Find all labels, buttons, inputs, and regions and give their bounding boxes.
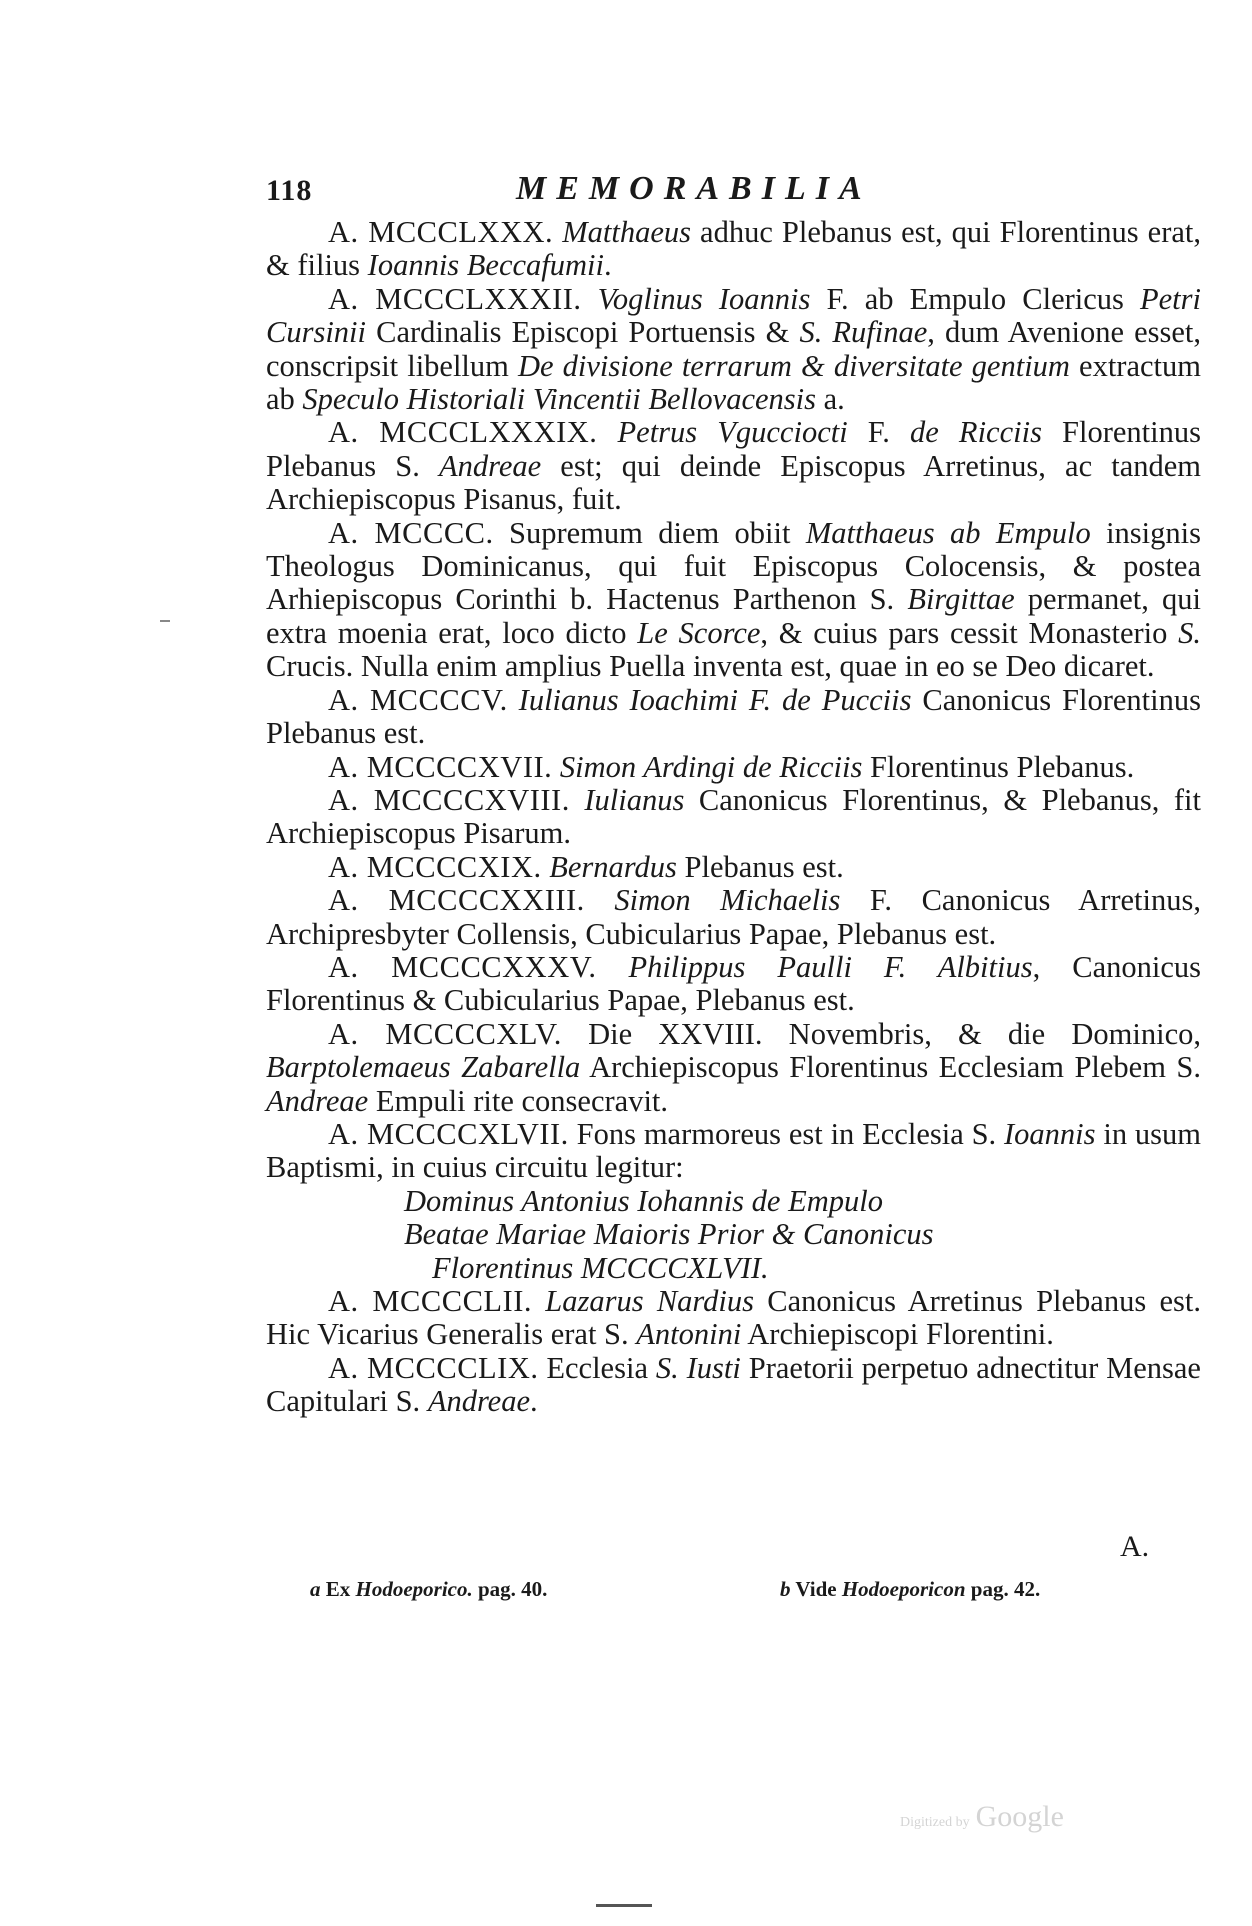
entry-italic-name: S. Iusti [655,1350,741,1385]
watermark-brand: Google [975,1800,1064,1833]
entry-text: extractum ab [266,348,1201,417]
entry-text: , dum Avenione esset, conscripsit libellum [266,315,1201,383]
chronicle-entry [266,416,1201,516]
entry-text: Florentinus Plebanus S. [266,415,1201,483]
entries-list [266,216,1201,1185]
entry-text [508,683,519,717]
inscription-line: Beatae Mariae Maioris Prior & Canonicus [404,1217,934,1252]
entry-text: Plebanus est. [676,849,844,884]
entry-italic-name: Andreae [266,1083,369,1118]
entry-italic-name: Barptolemaeus Zabarella [266,1050,581,1085]
footnote-b [780,1577,1040,1602]
chronicle-entry [266,1118,1201,1185]
chronicle-entry [266,684,1201,751]
entry-text: Crucis. Nulla enim amplius Puella inventa est, quae in eo se Deo dicaret. [266,649,1155,684]
entry-text: F. Canonicus Arretinus, Archipresbyter Collensis, Cubicularius Papae, Plebanus est. [266,883,1201,951]
chronicle-entry [266,751,1201,784]
watermark-prefix: Digitized by [900,1815,970,1830]
entry-year: A. MCCCCLII. [328,1284,532,1318]
page-number: 118 [266,174,313,207]
entry-italic-name: S. Rufinae [799,315,928,350]
entry-text [596,950,628,984]
entry-italic-name: Matthaeus [562,215,691,249]
bottom-rule [596,1904,652,1907]
entry-text: in usum Baptismi, in cuius circuitu legitur: [266,1116,1202,1185]
entry-text: Canonicus Florentinus Plebanus est. [266,682,1201,751]
entry-text: Cardinalis Episcopi Portuensis & [366,315,800,350]
entry-italic-name: Matthaeus ab Empulo [805,515,1091,550]
entry-text: Supremum diem obiit [493,515,806,550]
entry-text: , & cuius pars cessit Monasterio [760,615,1179,650]
entry-italic-name: Bernardus [549,849,677,884]
entry-italic-name: Simon Michaelis [614,883,841,918]
entry-text: Die XXVIII. Novembris, & die Dominico, [561,1016,1201,1051]
chronicle-entry [266,216,1201,283]
entry-text: Fons marmoreus est in Ecclesia S. [568,1116,1005,1151]
entry-italic-name: Philippus Paulli F. Albitius [628,949,1033,984]
footnote-text: Vide [790,1577,842,1601]
entry-italic-name: Simon Ardingi de Ricciis [559,749,863,784]
entry-text: . [530,1384,538,1419]
footnote-page: pag. 40. [472,1577,548,1601]
entry-text: Canonicus Arretinus Plebanus est. Hic Vicarius Generalis erat S. [266,1284,1201,1352]
entry-year: A. MCCCCLIX. [328,1350,539,1385]
entry-year: A. MCCCCXLVII. [328,1116,569,1151]
entry-italic-name: Antonini [636,1317,742,1352]
entry-italic-name: de Ricciis [910,415,1042,450]
entry-italic-name: Petrus Vgucciocti [617,415,848,450]
entry-year: A. MCCCCXXXV. [328,949,597,984]
entry-year: A. MCCCCXVII. [328,749,553,784]
entry-text: Florentinus Plebanus. [862,749,1135,784]
entry-text [597,415,617,449]
footnote-mark: a [310,1577,321,1601]
chronicle-entry [266,884,1201,951]
entry-text: F. ab Empulo Clericus [810,281,1141,316]
chronicle-entry [266,517,1201,684]
entry-year: A. MCCCCV. [328,682,508,717]
entry-year: A. MCCCLXXX. [328,215,554,249]
inscription-line: Florentinus MCCCCXLVII. [432,1250,769,1285]
entry-year: A. MCCCCXXIII. [328,883,585,918]
entry-text: . [604,248,612,283]
entry-text [570,783,585,817]
inscription [266,1185,1201,1285]
inscription-line: Dominus Antonius Iohannis de Empulo [404,1183,883,1218]
entry-italic-name: Andreae [438,448,542,483]
entry-italic-name: S. [1178,615,1201,650]
entry-year: A. MCCCLXXXII. [328,281,582,316]
chronicle-entry [266,1352,1201,1419]
page-header [266,170,1026,220]
entry-italic-name: Voglinus Ioannis [597,281,811,316]
running-head: MEMORABILIA [516,170,872,207]
entry-text [552,750,560,784]
entry-text: adhuc Plebanus est, qui Florentinus erat, & filius [266,215,1201,283]
entry-italic-name: Lazarus Nardius [545,1284,755,1318]
chronicle-entry [266,1018,1201,1118]
margin-mark [160,620,170,622]
footnote-source: Hodoeporicon [841,1577,966,1601]
entry-text [553,215,562,249]
entry-text: Ecclesia [538,1350,656,1385]
entry-italic-name: Le Scorce [637,615,761,650]
footnote-a [310,1577,547,1602]
entry-italic-name: Iulianus Ioachimi F. de Pucciis [518,682,912,717]
entry-text: , Canonicus Florentinus & Cubicularius Papae, Plebanus est. [266,949,1201,1018]
chronicle-entry [266,784,1201,851]
entry-year: A. MCCCCXVIII. [328,782,570,817]
chronicle-entry [266,951,1201,1018]
entry-italic-name: De divisione terrarum & diversitate gentium [517,348,1070,383]
footnote-mark: b [780,1577,791,1601]
entry-text: F. [847,415,911,450]
main-text [266,216,1201,1419]
entry-year: A. MCCCLXXXIX. [328,415,598,450]
footnote-source: Hodoeporico. [355,1577,473,1601]
chronicle-entry [266,1285,1201,1352]
catchword: A. [1120,1530,1150,1563]
entry-text: est; qui deinde Episcopus Arretinus, ac tandem Archiepiscopus Pisanus, fuit. [266,448,1202,517]
entry-text [585,883,615,917]
entry-text: permanet, qui extra moenia erat, loco dicto [266,582,1201,650]
chronicle-entry [266,283,1201,417]
entry-text: a. [816,382,845,417]
entry-italic-name: Andreae [427,1384,531,1419]
entry-text [582,282,598,316]
entry-text: insignis Theologus Dominicanus, qui fuit Episcopus Colocensis, & postea Arhiepiscopus Corinthi b. Hactenus Parthenon S. [266,515,1201,617]
chronicle-entry [266,851,1201,884]
entry-year: A. MCCCC. [328,515,494,550]
entry-italic-name: Speculo Historiali Vincentii Bellovacensis [302,382,817,417]
entry-italic-name: Ioannis Beccafumii [367,248,604,283]
entry-text [532,1284,545,1318]
entry-text: Praetorii perpetuo adnectitur Mensae Capitulari S. [266,1350,1201,1419]
footnote-text: Ex [320,1577,356,1601]
entry-year: A. MCCCCXLV. [328,1016,562,1051]
entries-list-continued [266,1285,1201,1419]
entry-italic-name: Birgittae [907,582,1015,617]
entry-text: Archiepiscopi Florentini. [741,1317,1054,1352]
entry-year: A. MCCCCXIX. [328,849,542,884]
entry-text: Canonicus Florentinus, & Plebanus, fit Archiepiscopus Pisarum. [266,782,1202,851]
entry-text: Archiepiscopus Florentinus Ecclesiam Plebem S. [580,1050,1201,1085]
entry-italic-name: Ioannis [1004,1116,1096,1151]
digitization-watermark [900,1800,1064,1834]
entry-text: Empuli rite consecravit. [368,1083,669,1118]
footnote-page: pag. 42. [965,1577,1041,1601]
entry-italic-name: Petri Cursinii [266,281,1202,350]
entry-italic-name: Iulianus [584,782,685,817]
